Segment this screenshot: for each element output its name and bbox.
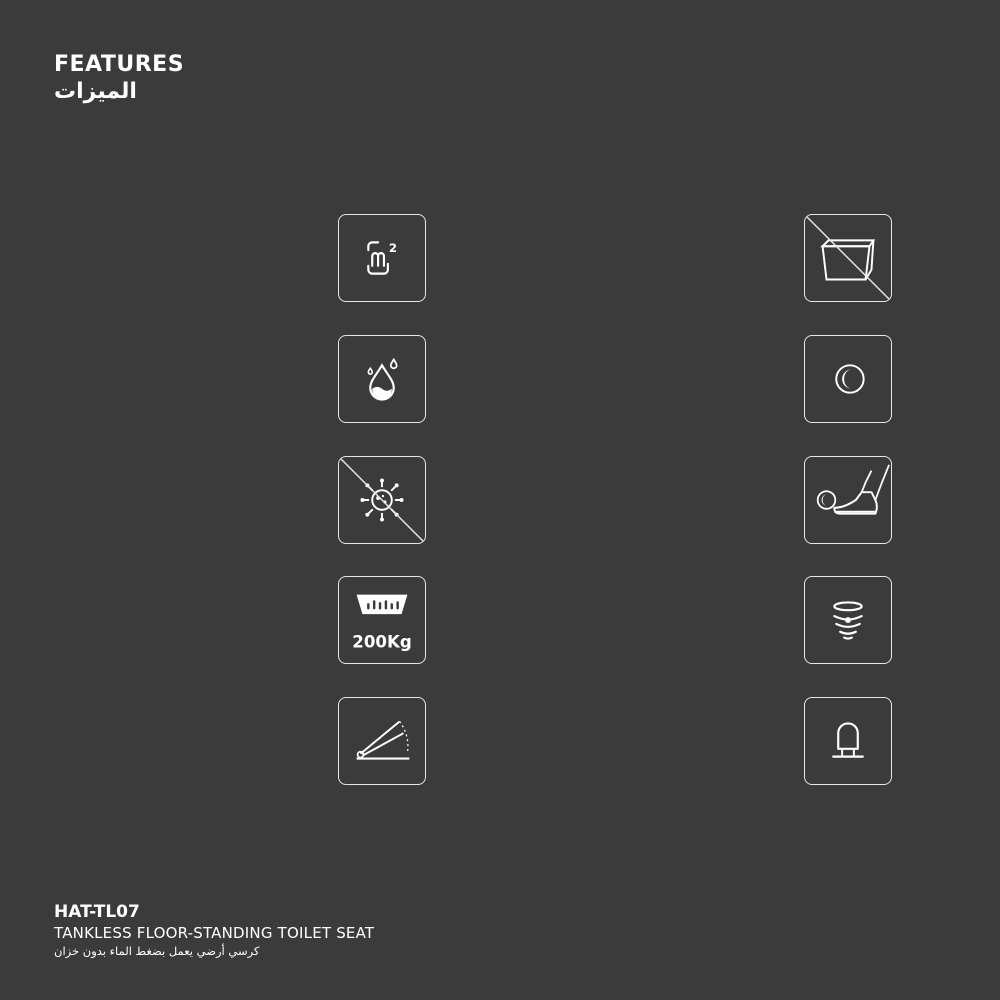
tank-crossed-icon: [804, 214, 892, 302]
weight-badge: 200Kg: [352, 632, 412, 652]
water-drop-icon: [338, 335, 426, 423]
touch-button-icon: [804, 335, 892, 423]
product-footer: [54, 902, 374, 958]
scale-icon: [338, 576, 426, 664]
title-en: FEATURES: [54, 52, 185, 77]
title-ar: الميزات: [54, 79, 137, 104]
svg-text:2: 2: [388, 241, 397, 256]
product-name-en: TANKLESS FLOOR-STANDING TOILET SEAT: [54, 924, 375, 942]
vortex-icon: [804, 576, 892, 664]
page-heading: [54, 52, 184, 104]
m2-icon: [338, 214, 426, 302]
soft-close-icon: [338, 697, 426, 785]
detach-cover-icon: [804, 697, 892, 785]
model-number: HAT-TL07: [54, 902, 140, 922]
product-name-ar: كرسي أرضي يعمل بضغط الماء بدون خزان: [54, 944, 260, 958]
foot-button-icon: [804, 456, 892, 544]
bacteria-crossed-icon: [338, 456, 426, 544]
